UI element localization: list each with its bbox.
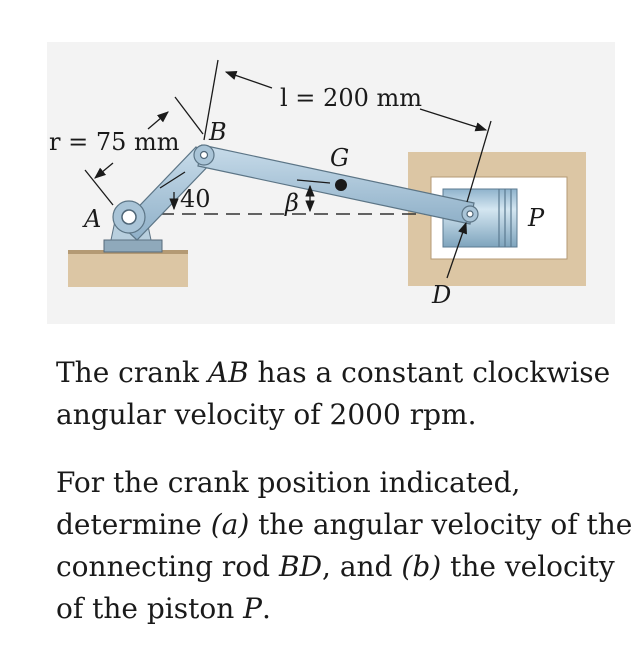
point-d-label: D: [432, 281, 452, 309]
beta-label: β: [285, 189, 299, 217]
problem-statement-1: The crank AB has a constant clockwise angular velocity of 2000 rpm.: [56, 356, 611, 431]
r-label: r = 75 mm: [49, 128, 180, 156]
point-a-label: A: [84, 205, 102, 233]
mass-center-g: [335, 179, 347, 191]
l-label: l = 200 mm: [280, 84, 422, 112]
angle-label: 40: [180, 185, 211, 213]
piston-label: P: [528, 204, 545, 232]
problem-statement-2: For the crank position indicated, determine (a) the angular velocity of the connecting rod BD, and (b) the velocity of the piston P.: [56, 466, 633, 625]
point-g-label: G: [330, 144, 350, 172]
point-b-label: B: [209, 118, 227, 146]
